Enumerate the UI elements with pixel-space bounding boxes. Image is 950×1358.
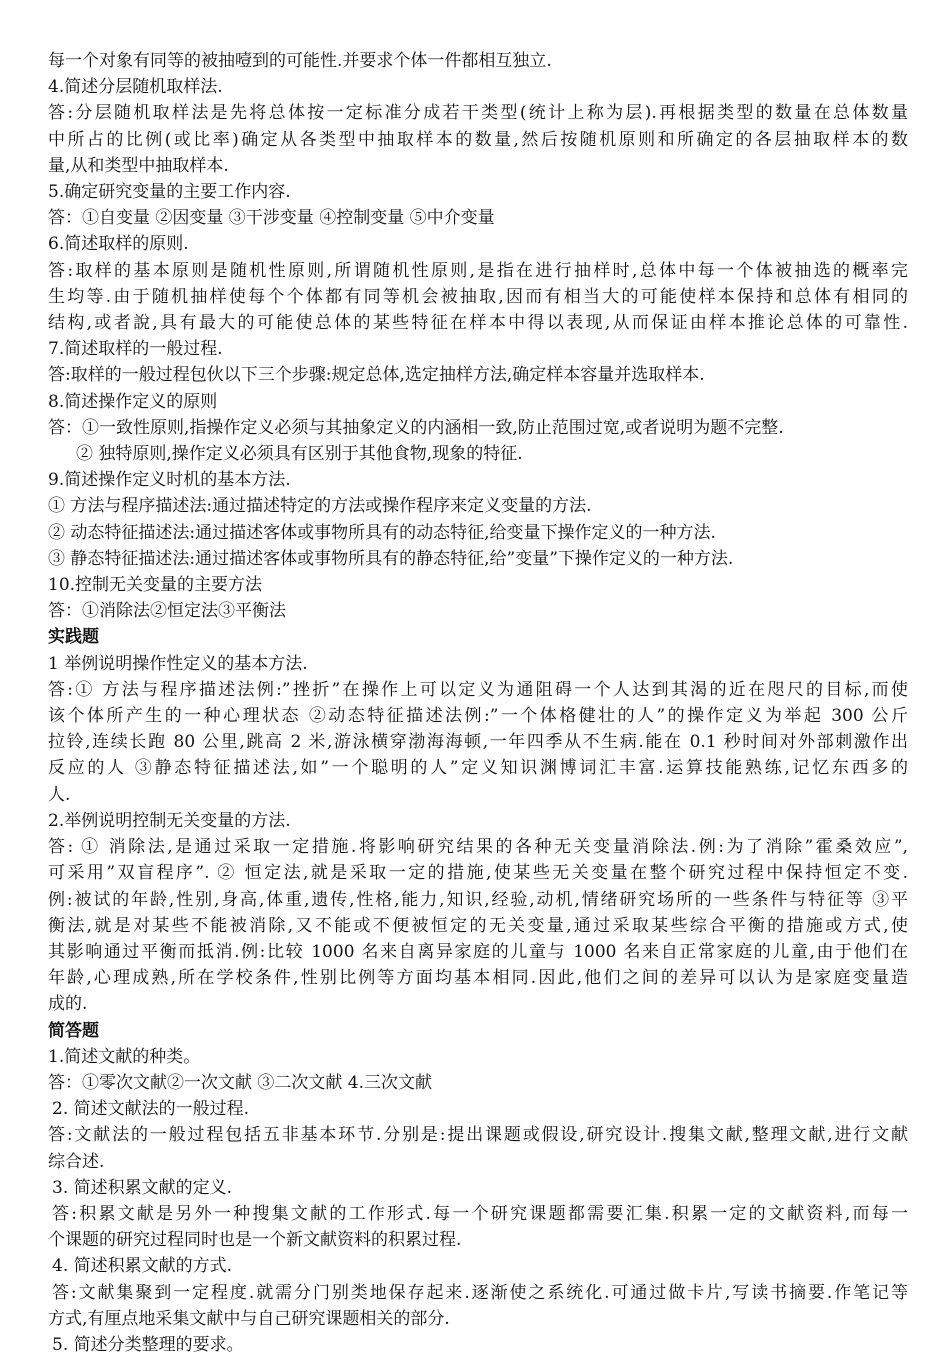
text-line: 方式,有厘点地采集文献中与自己研究课题相关的部分.: [48, 1308, 450, 1329]
question-heading: 2.举例说明控制无关变量的方法.: [48, 810, 291, 831]
answer-line: ③ 静态特征描述法:通过描述客体或事物所具有的静态特征,给”变量”下操作定义的一种方法.: [48, 548, 734, 569]
text-line: 每一个对象有同等的被抽噎到的可能性.并要求个体一件都相互独立.: [48, 51, 552, 71]
text-line: 答:取样的基本原则是随机性原则,所谓随机性原则,是指在进行抽样时,总体中每一个体被抽选的概率完: [48, 260, 908, 281]
text-line: 综合述.: [48, 1151, 105, 1172]
question-heading: 1.简述文献的种类。: [48, 1046, 201, 1067]
text-line: 年龄,心理成熟,所在学校条件,性别比例等方面均基本相同.因此,他们之间的差异可以认为是家庭变量造: [48, 968, 908, 989]
question-heading: 6.简述取样的原则.: [48, 234, 189, 255]
section-heading-short-answer: 简答题: [48, 1020, 99, 1041]
text-line: 其影响通过平衡而抵消.例:比较 1000 名来自离异家庭的儿童与 1000 名来自正常家庭的儿童,由于他们在: [48, 941, 908, 962]
text-line: 答: ① 消除法,是通过采取一定措施.将影响研究结果的各种无关变量消除法.例:为了消除”霍桑效应”,: [48, 837, 908, 858]
text-line: 个课题的研究过程同时也是一个新文献资料的积累过程.: [48, 1230, 462, 1251]
text-line: 可采用”双盲程序”. ② 恒定法,就是采取一定的措施,使某些无关变量在整个研究过程中保持恒定不变.: [48, 863, 908, 884]
question-heading: 3. 简述积累文献的定义.: [52, 1177, 233, 1198]
question-heading: 7.简述取样的一般过程.: [48, 339, 223, 360]
question-heading: 5.确定研究变量的主要工作内容.: [48, 182, 291, 203]
text-line: 答:文献集聚到一定程度.就需分门别类地保存起来.逐渐使之系统化.可通过做卡片,写读书摘要.作笔记等: [52, 1282, 908, 1303]
question-heading: 2. 简述文献法的一般过程.: [52, 1099, 250, 1120]
text-line: 答:文献法的一般过程包括五非基本环节.分别是:提出课题或假设,研究设计.搜集文献,整理文献,进行文献: [48, 1125, 908, 1146]
answer-line: 答：①零次文献②一次文献 ③二次文献 4.三次文献: [48, 1072, 433, 1093]
answer-line: ② 独特原则,操作定义必须具有区别于其他食物,现象的特征.: [76, 444, 523, 465]
question-heading: 9.简述操作定义时机的基本方法.: [48, 470, 291, 491]
answer-line: 答：①一致性原则,指操作定义必须与其抽象定义的内涵相一致,防止范围过宽,或者说明为题不完整.: [48, 417, 784, 438]
question-heading: 10.控制无关变量的主要方法: [48, 575, 263, 596]
text-line: 答:积累文献是另外一种搜集文献的工作形式.每一个研究课题都需要汇集.积累一定的文献资料,而每一: [52, 1203, 908, 1224]
question-heading: 1 举例说明操作性定义的基本方法.: [48, 653, 308, 674]
question-heading: 8.简述操作定义的原则: [48, 391, 218, 412]
text-line: 成的.: [48, 994, 88, 1015]
answer-line: ② 动态特征描述法:通过描述客体或事物所具有的动态特征,给变量下操作定义的一种方法.: [48, 522, 716, 543]
text-line: 例:被试的年龄,性别,身高,体重,遗传,性格,能力,知识,经验,动机,情绪研究场所的一些条件与特征等 ③平: [48, 889, 908, 910]
answer-line: 答：①自变量 ②因变量 ③干涉变量 ④控制变量 ⑤中介变量: [48, 208, 495, 229]
text-line: 衡法,就是对某些不能被消除,又不能或不便被恒定的无关变量,通过采取某些综合平衡的措施或方式,使: [48, 915, 908, 936]
text-line: 量,从和类型中抽取样本.: [48, 155, 229, 176]
answer-line: 答：①消除法②恒定法③平衡法: [48, 601, 286, 622]
text-line: 生均等.由于随机抽样使每个个体都有同等机会被抽取,因而有相当大的可能使样本保持和总体有相同的: [48, 286, 908, 307]
answer-line: 答:取样的一般过程包伙以下三个步骤:规定总体,选定抽样方法,确定样本容量并选取样本.: [48, 365, 705, 386]
question-heading: 4. 简述积累文献的方式.: [52, 1256, 233, 1277]
text-line: 拉铃,连续长跑 80 公里,跳高 2 米,游泳横穿渤海海顿,一年四季从不生病.能在 0.1 秒时间对外部刺激作出: [48, 732, 908, 753]
section-heading-practice: 实践题: [48, 627, 99, 648]
question-heading: 5. 简述分类整理的要求。: [52, 1334, 244, 1355]
text-line: 反应的人 ③静态特征描述法,如”一个聪明的人”定义知识渊博词汇丰富.运算技能熟练,记忆东西多的: [48, 758, 908, 779]
text-line: 结构,或者說,具有最大的可能使总体的某些特征在样本中得以表现,从而保证由样本推论总体的可靠性.: [48, 313, 908, 334]
text-line: 答:分层随机取样法是先将总体按一定标准分成若干类型(统计上称为层).再根据类型的数量在总体数量: [48, 103, 908, 124]
text-line: 该个体所产生的一种心理状态 ②动态特征描述法例:”一个体格健壮的人”的操作定义为举起 300 公斤: [48, 706, 908, 727]
question-heading: 4.简述分层随机取样法.: [48, 77, 223, 98]
answer-line: ① 方法与程序描述法:通过描述特定的方法或操作程序来定义变量的方法.: [48, 496, 592, 517]
text-line: 人.: [48, 784, 71, 805]
text-line: 答:① 方法与程序描述法例:”挫折”在操作上可以定义为通阻碍一个人达到其渴的近在咫尺的目标,而使: [48, 679, 908, 700]
text-line: 中所占的比例(或比率)确定从各类型中抽取样本的数量,然后按随机原则和所确定的各层抽取样本的数: [48, 129, 908, 150]
